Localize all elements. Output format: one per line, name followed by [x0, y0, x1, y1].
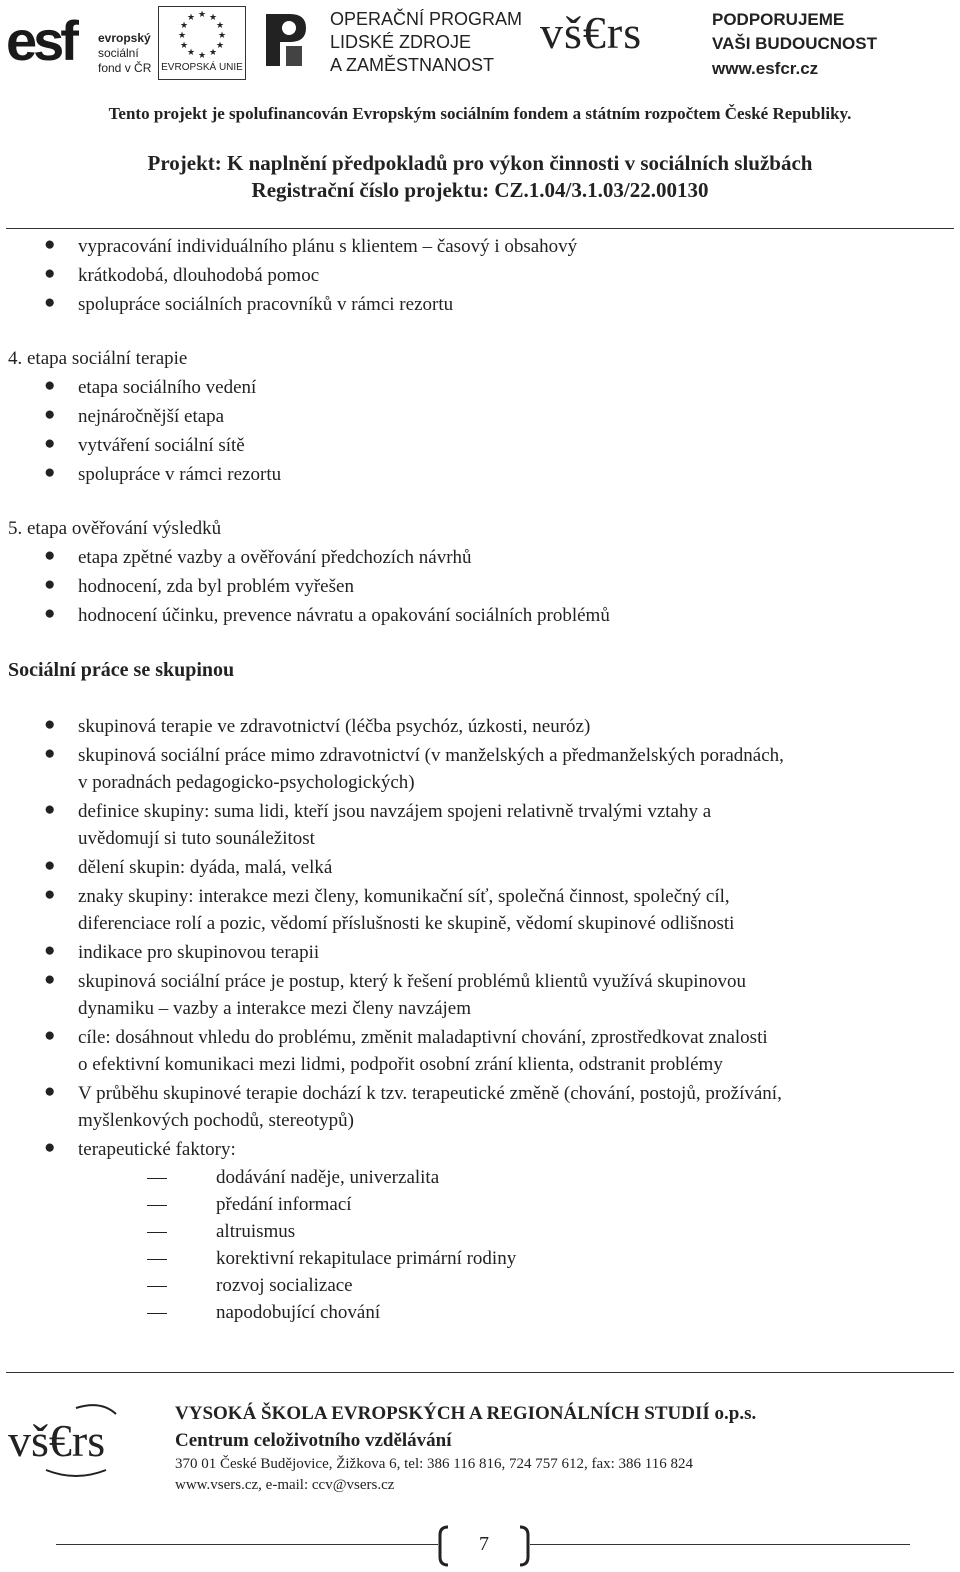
podporujeme-line1: PODPORUJEME [712, 10, 845, 29]
stage4-title: 4. etapa sociální terapie [8, 348, 188, 369]
vsers-footer-logo-text: vš€rs [8, 1415, 106, 1466]
list-item: vytváření sociální sítě [78, 435, 245, 456]
svg-text:★: ★ [179, 40, 189, 50]
list-item-continuation: uvědomují si tuto sounáležitost [78, 828, 315, 849]
vsers-footer-logo [6, 1400, 156, 1480]
dash-icon [147, 1178, 167, 1179]
list-item-continuation: diferenciace rolí a pozic, vědomí příslušnosti ke skupině, vědomí skupinové odlišnosti [78, 913, 735, 934]
svg-text:★: ★ [179, 20, 189, 30]
sub-list-item: korektivní rekapitulace primární rodiny [216, 1248, 517, 1269]
footer-divider [6, 1372, 954, 1373]
bullet-icon: ● [44, 574, 56, 595]
footer-web[interactable]: www.vsers.cz, e-mail: ccv@vsers.cz [175, 1477, 395, 1493]
section-heading: Sociální práce se skupinou [8, 659, 235, 681]
list-item: indikace pro skupinovou terapii [78, 942, 320, 963]
list-item: skupinová sociální práce mimo zdravotnictví (v manželských a předmanželských poradnách, [78, 745, 784, 766]
logo-bar [0, 0, 960, 90]
list-item: definice skupiny: suma lidi, kteří jsou navzájem spojeni relativně trvalými vztahy a [78, 801, 712, 822]
esf-logo-line3: fond v ČR [98, 61, 152, 75]
list-item: spolupráce v rámci rezortu [78, 464, 282, 485]
bullet-icon: ● [44, 292, 56, 313]
sub-list-item: altruismus [216, 1221, 296, 1242]
oplz-line2: LIDSKÉ ZDROJE [330, 32, 472, 52]
bullet-icon: ● [44, 1025, 56, 1046]
bullet-icon: ● [44, 743, 56, 764]
svg-text:★: ★ [197, 9, 207, 19]
sub-list-item: rozvoj socializace [216, 1275, 353, 1296]
bullet-icon: ● [44, 799, 56, 820]
svg-text:★: ★ [208, 47, 218, 57]
bullet-icon: ● [44, 969, 56, 990]
svg-text:★: ★ [215, 40, 225, 50]
list-item-continuation: myšlenkových pochodů, stereotypů) [78, 1110, 354, 1131]
bullet-icon: ● [44, 545, 56, 566]
svg-text:★: ★ [208, 12, 218, 22]
list-item: skupinová sociální práce je postup, který k řešení problémů klientů využívá skupinovou [78, 971, 747, 992]
dash-icon [147, 1232, 167, 1233]
list-item: skupinová terapie ve zdravotnictví (léčba psychóz, úzkosti, neuróz) [78, 716, 591, 737]
footer-address: 370 01 České Budějovice, Žižkova 6, tel: 386 116 816, 724 757 612, fax: 386 116 824 [175, 1456, 693, 1472]
footer-line-left [56, 1544, 438, 1545]
dash-icon [147, 1205, 167, 1206]
list-item-continuation: dynamiku – vazby a interakce mezi členy navzájem [78, 998, 472, 1019]
list-item: dělení skupin: dyáda, malá, velká [78, 857, 333, 878]
bullet-icon: ● [44, 462, 56, 483]
vsers-logo: vš€rs [540, 7, 643, 58]
svg-text:★: ★ [215, 20, 225, 30]
cofinance-statement: Tento projekt je spolufinancován Evropským sociálním fondem a státním rozpočtem České Republiky. [108, 104, 852, 123]
list-item-continuation: o efektivní komunikaci mezi lidmi, podpořit osobní zrání klienta, odstranit problémy [78, 1054, 723, 1075]
list-item: spolupráce sociálních pracovníků v rámci rezortu [78, 294, 454, 315]
dash-icon [147, 1259, 167, 1260]
podporujeme-link[interactable]: www.esfcr.cz [712, 59, 819, 78]
eu-logo-caption: EVROPSKÁ UNIE [161, 62, 243, 73]
sub-list-item: předání informací [216, 1194, 352, 1215]
dash-icon [147, 1286, 167, 1287]
podporujeme-line2: VAŠI BUDOUCNOST [712, 34, 877, 53]
list-item: V průběhu skupinové terapie dochází k tzv. terapeutické změně (chování, postojů, prožívání, [78, 1083, 782, 1104]
bullet-icon: ● [44, 433, 56, 454]
list-item: etapa sociálního vedení [78, 377, 257, 398]
list-item: hodnocení účinku, prevence návratu a opakování sociálních problémů [78, 605, 610, 626]
project-registration: Registrační číslo projektu: CZ.1.04/3.1.03/22.00130 [251, 178, 709, 202]
list-item-continuation: v poradnách pedagogicko-psychologických) [78, 772, 415, 793]
sub-list-item: dodávání naděje, univerzalita [216, 1167, 440, 1188]
stage5-title: 5. etapa ověřování výsledků [8, 518, 222, 539]
list-item: cíle: dosáhnout vhledu do problému, změnit maladaptivní chování, zprostředkovat znalosti [78, 1027, 768, 1048]
bullet-icon: ● [44, 234, 56, 255]
list-item: terapeutické faktory: [78, 1139, 236, 1160]
list-item: etapa zpětné vazby a ověřování předchozích návrhů [78, 547, 472, 568]
footer-school: VYSOKÁ ŠKOLA EVROPSKÝCH A REGIONÁLNÍCH STUDIÍ o.p.s. [175, 1403, 757, 1424]
list-item: znaky skupiny: interakce mezi členy, komunikační síť, společná činnost, společný cíl, [78, 886, 730, 907]
bullet-icon: ● [44, 855, 56, 876]
bullet-icon: ● [44, 940, 56, 961]
esf-logo-line2: sociální [98, 46, 139, 60]
svg-text:★: ★ [217, 30, 227, 40]
bullet-icon: ● [44, 1137, 56, 1158]
footer-line-right [530, 1544, 910, 1545]
oplz-line1: OPERAČNÍ PROGRAM [330, 9, 523, 29]
bullet-icon: ● [44, 404, 56, 425]
list-item: vypracování individuálního plánu s klientem – časový i obsahový [78, 236, 578, 257]
header-divider [6, 228, 954, 229]
esf-logo-line1: evropský [98, 31, 151, 45]
list-item: nejnáročnější etapa [78, 406, 225, 427]
bullet-icon: ● [44, 714, 56, 735]
bullet-icon: ● [44, 263, 56, 284]
svg-text:★: ★ [177, 30, 187, 40]
sub-list-item: napodobující chování [216, 1302, 381, 1323]
bullet-icon: ● [44, 1081, 56, 1102]
esf-logo [6, 2, 156, 82]
svg-text:★: ★ [186, 12, 196, 22]
oplz-line3: A ZAMĚSTNANOST [330, 55, 495, 75]
svg-text:★: ★ [186, 47, 196, 57]
svg-text:★: ★ [197, 50, 207, 60]
list-item: krátkodobá, dlouhodobá pomoc [78, 265, 320, 286]
oplz-logo-icon [256, 6, 318, 70]
bullet-icon: ● [44, 884, 56, 905]
esf-logo-mark: esf [6, 9, 75, 72]
dash-icon [147, 1313, 167, 1314]
bullet-icon: ● [44, 603, 56, 624]
project-title: Projekt: K naplnění předpokladů pro výkon činnosti v sociálních službách [147, 151, 813, 175]
bullet-icon: ● [44, 375, 56, 396]
list-item: hodnocení, zda byl problém vyřešen [78, 576, 354, 597]
footer-centre: Centrum celoživotního vzdělávání [175, 1430, 452, 1451]
page-number: 7 [479, 1533, 489, 1555]
